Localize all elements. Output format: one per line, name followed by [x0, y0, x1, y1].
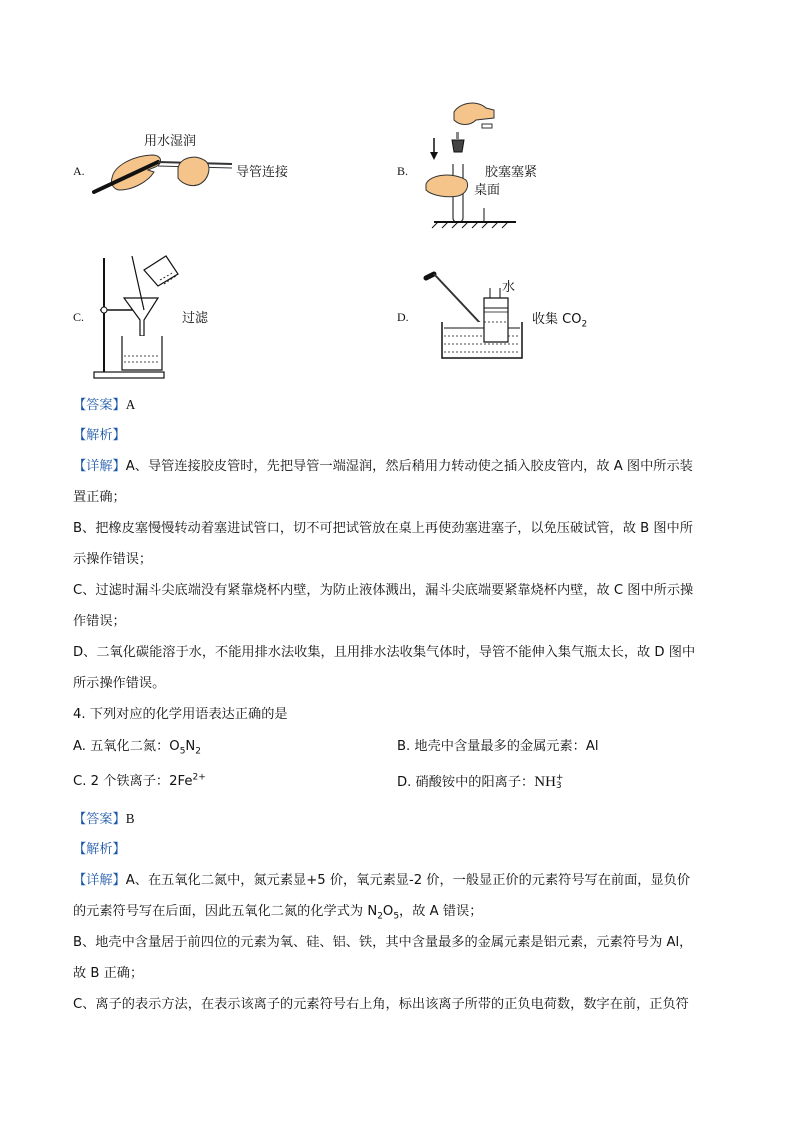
q4-analysis-heading [73, 842, 126, 858]
q4-option-d-sup: + [555, 773, 564, 783]
q4-detail-text-2b: O [382, 904, 394, 919]
q3-detail-line-7: D、二氧化碳能溶于水，不能用排水法收集，且用排水法收集气体时，导管不能伸入集气瓶太长，故 D 图中 [73, 645, 696, 660]
q3-detail-line-1 [73, 459, 693, 475]
q3-detail-line-8: 所示操作错误。 [73, 676, 166, 691]
q4-detail-sub-2: 5 [393, 911, 400, 922]
q3-detail-line-4: 示操作错误； [73, 552, 153, 567]
q4-detail-line-2 [73, 904, 482, 920]
q4-option-c-text: C. 2 个铁离子：2Fe [73, 774, 193, 789]
figure-c-label-right: 过滤 [182, 311, 209, 326]
q4-option-c [73, 774, 206, 790]
q4-detail-text-2a: 的元素符号写在后面，因此五氧化二氮的化学式为 N [73, 904, 378, 919]
q4-option-a-text: A. 五氧化二氮：O [73, 739, 180, 754]
q4-option-d-sub: 3 [555, 781, 562, 791]
answer-value: B [125, 811, 135, 826]
figure-a-label-right: 导管连接 [236, 165, 289, 180]
figure-d-label-sub: 2 [581, 319, 588, 330]
q4-option-a-sub1: 5 [179, 746, 186, 757]
q4-detail-line-4: 故 B 正确； [73, 966, 144, 981]
q4-option-a-sub2: 2 [195, 746, 202, 757]
figure-d-label-water: 水 [502, 280, 516, 295]
figure-b-label-right: 胶塞塞紧 [485, 165, 538, 180]
q3-detail-line-2: 置正确； [73, 490, 126, 505]
q4-detail-text-1: A、在五氧化二氮中，氮元素显+5 价，氧元素显-2 价，一般显正价的元素符号写在前面，显负价 [125, 873, 691, 888]
q4-option-d-script [556, 774, 564, 790]
analysis-tag: 【解析】 [73, 842, 126, 857]
answer-tag: 【答案】 [73, 398, 126, 413]
figure-b-label-table: 桌面 [474, 183, 501, 198]
q3-answer [73, 397, 135, 414]
option-b-letter: B. [397, 164, 409, 178]
answer-value: A [125, 397, 136, 412]
figure-d-label-right [532, 308, 588, 330]
q4-detail-line-5: C、离子的表示方法，在表示该离子的元素符号右上角，标出该离子所带的正负电荷数，数字在前，正负符 [73, 997, 689, 1012]
q4-option-a [73, 739, 201, 755]
q3-detail-text-1: A、导管连接胶皮管时，先把导管一端湿润，然后稍用力转动使之插入胶皮管内，故 A 图中所示装 [125, 459, 693, 474]
q4-option-d [397, 774, 563, 791]
q3-detail-line-3: B、把橡皮塞慢慢转动着塞进试管口，切不可把试管放在桌上再使劲塞进塞子，以免压破试管，故 B 图中所 [73, 521, 693, 536]
detail-tag: 【详解】 [73, 873, 126, 888]
q4-option-d-text: D. 硝酸铵中的阳离子： [397, 775, 535, 790]
figure-a-label-top: 用水湿润 [144, 134, 197, 149]
q4-detail-sub-1: 2 [377, 911, 383, 922]
figure-d-label-text: 收集 CO [532, 312, 582, 327]
q4-option-a-mid: N [185, 739, 196, 754]
q4-detail-line-1 [73, 873, 690, 889]
q4-option-d-formula: NH [534, 774, 556, 790]
analysis-tag: 【解析】 [73, 428, 126, 443]
figure-c-filtration [92, 252, 182, 380]
q3-detail-line-5: C、过滤时漏斗尖底端没有紧靠烧杯内壁，为防止液体溅出，漏斗尖底端要紧靠烧杯内壁，故 C 图中所示操 [73, 583, 694, 598]
q4-option-c-sup: 2+ [192, 772, 206, 783]
q4-stem: 4. 下列对应的化学用语表达正确的是 [73, 707, 288, 722]
q4-option-b: B. 地壳中含量最多的金属元素：Al [397, 739, 599, 754]
q3-analysis-heading [73, 428, 126, 444]
answer-tag: 【答案】 [73, 812, 126, 827]
q4-answer [73, 811, 135, 828]
option-a-letter: A. [73, 164, 85, 178]
q3-detail-line-6: 作错误； [73, 614, 126, 629]
option-d-letter: D. [397, 310, 409, 324]
detail-tag: 【详解】 [73, 459, 126, 474]
q4-detail-line-3: B、地壳中含量居于前四位的元素为氧、硅、铝、铁，其中含量最多的金属元素是铝元素，元素符号为 Al， [73, 935, 693, 950]
q4-detail-text-2c: ，故 A 错误； [399, 904, 483, 919]
option-c-letter: C. [73, 310, 85, 324]
